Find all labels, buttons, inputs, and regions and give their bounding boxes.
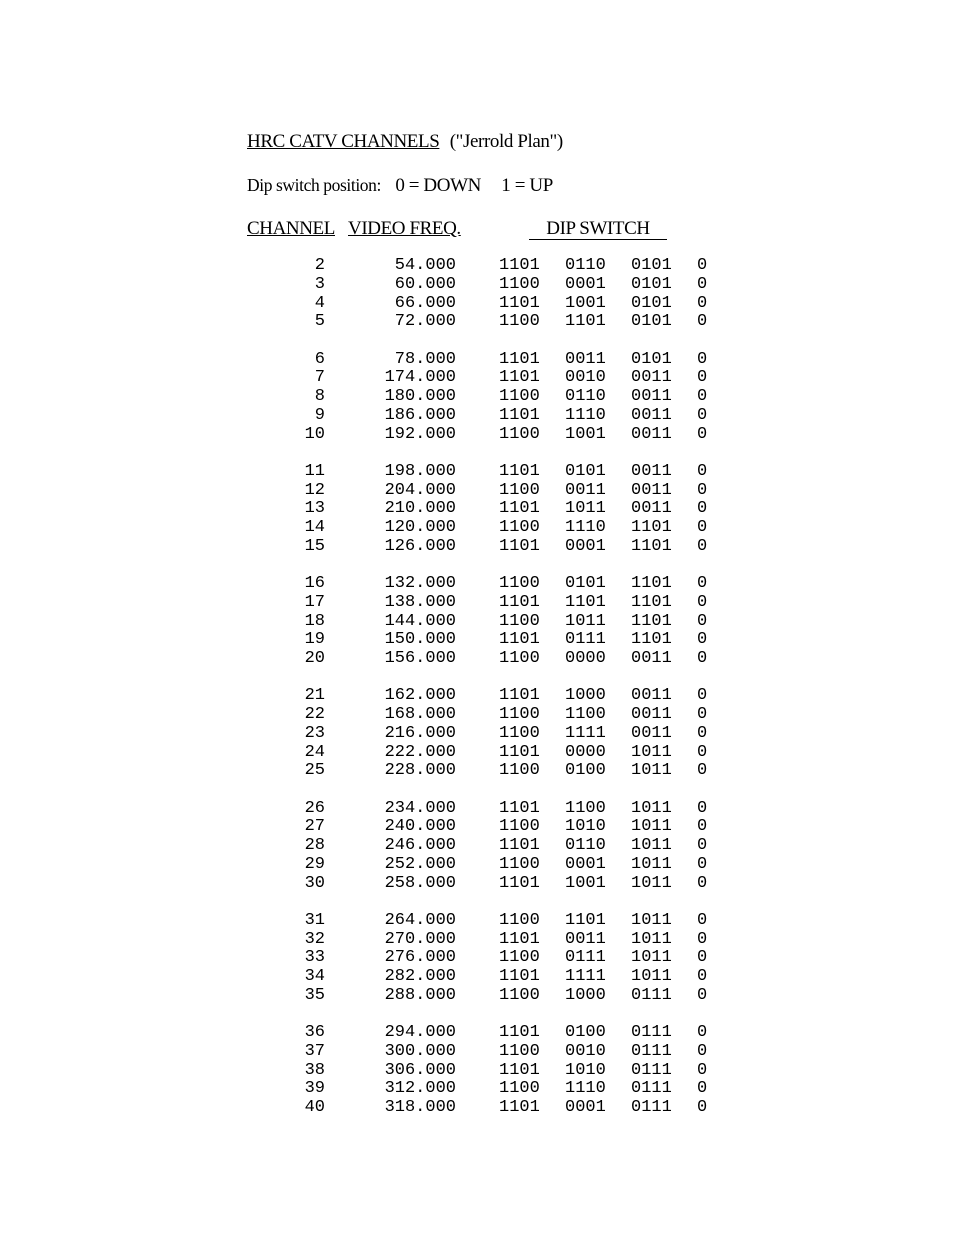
dip-switch-bank-1: 1100 (499, 274, 540, 294)
document-title (247, 131, 563, 153)
channel-group (0, 800, 954, 894)
dip-switch-bank-3: 1011 (631, 798, 672, 818)
video-frequency: 252.000 (384, 854, 456, 874)
dip-switch-bank-2: 0011 (565, 929, 606, 949)
table-row (0, 631, 954, 650)
dip-switch-bank-3: 1011 (631, 817, 672, 837)
dip-switch-bank-2: 1111 (565, 967, 606, 986)
dip-switch-bank-2: 1010 (565, 817, 606, 837)
dip-switch-bank-4: 0 (697, 592, 708, 612)
dip-switch-bank-3: 1101 (631, 574, 672, 593)
channel-number: 24 (304, 742, 325, 762)
dip-switch-bank-1: 1101 (499, 967, 540, 986)
dip-switch-bank-3: 0011 (631, 499, 672, 519)
channel-number: 17 (304, 592, 325, 612)
dip-switch-bank-2: 0001 (565, 536, 606, 556)
video-frequency: 306.000 (384, 1060, 456, 1080)
dip-switch-bank-1: 1101 (499, 461, 540, 481)
channel-group (0, 687, 954, 781)
dip-switch-bank-3: 1101 (631, 611, 672, 631)
dip-switch-bank-2: 1111 (565, 723, 606, 743)
dip-legend-down: 0 = DOWN (395, 175, 481, 196)
channel-number: 5 (314, 312, 325, 332)
dip-switch-bank-3: 1011 (631, 967, 672, 986)
dip-switch-bank-1: 1100 (499, 705, 540, 724)
table-row (0, 987, 954, 1006)
dip-switch-bank-1: 1101 (499, 1023, 540, 1042)
channel-number: 38 (304, 1060, 325, 1080)
dip-switch-bank-2: 1010 (565, 1060, 606, 1080)
dip-switch-bank-2: 1110 (565, 1079, 606, 1099)
dip-switch-bank-1: 1100 (499, 854, 540, 874)
dip-switch-bank-4: 0 (697, 461, 708, 481)
channel-group (0, 1024, 954, 1118)
dip-switch-bank-1: 1101 (499, 742, 540, 762)
dip-switch-bank-2: 0100 (565, 761, 606, 781)
table-row (0, 931, 954, 950)
dip-switch-bank-4: 0 (697, 985, 708, 1005)
table-row (0, 388, 954, 407)
channel-number: 39 (304, 1079, 325, 1099)
table-row (0, 276, 954, 295)
dip-switch-bank-3: 0011 (631, 368, 672, 388)
table-row (0, 1062, 954, 1081)
channel-number: 40 (304, 1098, 325, 1117)
channel-number: 26 (304, 798, 325, 818)
table-row (0, 482, 954, 501)
dip-switch-bank-3: 0111 (631, 1041, 672, 1061)
dip-switch-bank-4: 0 (697, 967, 708, 986)
dip-switch-bank-3: 1011 (631, 742, 672, 762)
video-frequency: 156.000 (384, 649, 456, 668)
channel-group (0, 351, 954, 445)
dip-switch-bank-3: 0101 (631, 274, 672, 294)
dip-switch-bank-4: 0 (697, 312, 708, 332)
dip-switch-bank-2: 1000 (565, 686, 606, 706)
dip-switch-bank-4: 0 (697, 761, 708, 781)
table-row (0, 706, 954, 725)
dip-switch-bank-1: 1101 (499, 836, 540, 855)
channel-number: 36 (304, 1023, 325, 1042)
dip-switch-bank-3: 0101 (631, 349, 672, 369)
table-row (0, 762, 954, 781)
dip-switch-bank-1: 1101 (499, 798, 540, 818)
channel-number: 25 (304, 761, 325, 781)
dip-switch-bank-1: 1100 (499, 312, 540, 332)
table-row (0, 800, 954, 819)
table-row (0, 837, 954, 856)
channel-number: 4 (314, 293, 325, 313)
video-frequency: 138.000 (384, 592, 456, 612)
dip-switch-bank-3: 1011 (631, 873, 672, 893)
dip-switch-bank-2: 0010 (565, 1041, 606, 1061)
table-row (0, 1043, 954, 1062)
channel-number: 3 (314, 274, 325, 294)
dip-switch-bank-3: 1101 (631, 630, 672, 650)
dip-switch-bank-3: 0101 (631, 256, 672, 275)
video-frequency: 162.000 (384, 686, 456, 706)
dip-switch-bank-4: 0 (697, 611, 708, 631)
dip-switch-bank-2: 0110 (565, 256, 606, 275)
dip-switch-bank-1: 1101 (499, 293, 540, 313)
dip-switch-bank-4: 0 (697, 630, 708, 650)
column-header-channel: CHANNEL (247, 218, 335, 239)
table-row (0, 912, 954, 931)
dip-switch-bank-4: 0 (697, 929, 708, 949)
table-row (0, 1080, 954, 1099)
dip-switch-bank-4: 0 (697, 742, 708, 762)
dip-switch-bank-2: 1110 (565, 405, 606, 425)
channel-number: 31 (304, 910, 325, 930)
dip-switch-bank-3: 0111 (631, 985, 672, 1005)
table-row (0, 463, 954, 482)
dip-switch-bank-4: 0 (697, 424, 708, 444)
dip-switch-bank-3: 0011 (631, 387, 672, 406)
table-row (0, 725, 954, 744)
title-heading: HRC CATV CHANNELS (247, 131, 440, 152)
dip-switch-bank-3: 0011 (631, 705, 672, 724)
video-frequency: 192.000 (384, 424, 456, 444)
dip-switch-bank-3: 0111 (631, 1098, 672, 1117)
dip-switch-bank-2: 1011 (565, 611, 606, 631)
dip-switch-bank-3: 1101 (631, 518, 672, 537)
dip-switch-bank-4: 0 (697, 723, 708, 743)
dip-switch-bank-4: 0 (697, 1079, 708, 1099)
table-row (0, 519, 954, 538)
channel-number: 33 (304, 948, 325, 968)
dip-switch-bank-4: 0 (697, 518, 708, 537)
dip-switch-bank-3: 0111 (631, 1079, 672, 1099)
dip-switch-bank-3: 0111 (631, 1023, 672, 1042)
dip-switch-bank-4: 0 (697, 1041, 708, 1061)
dip-switch-bank-4: 0 (697, 817, 708, 837)
dip-switch-bank-1: 1101 (499, 536, 540, 556)
dip-switch-bank-3: 0111 (631, 1060, 672, 1080)
dip-switch-bank-3: 1011 (631, 929, 672, 949)
dip-switch-bank-2: 0111 (565, 630, 606, 650)
dip-switch-bank-1: 1100 (499, 518, 540, 537)
dip-switch-bank-1: 1100 (499, 649, 540, 668)
dip-switch-bank-2: 0000 (565, 742, 606, 762)
dip-switch-bank-1: 1101 (499, 929, 540, 949)
channel-group (0, 257, 954, 332)
dip-switch-bank-3: 0011 (631, 686, 672, 706)
table-row (0, 744, 954, 763)
video-frequency: 120.000 (384, 518, 456, 537)
dip-switch-bank-2: 1100 (565, 798, 606, 818)
video-frequency: 204.000 (384, 480, 456, 500)
dip-switch-bank-2: 1011 (565, 499, 606, 519)
dip-switch-bank-1: 1101 (499, 1060, 540, 1080)
dip-switch-bank-4: 0 (697, 649, 708, 668)
channel-number: 15 (304, 536, 325, 556)
video-frequency: 168.000 (384, 705, 456, 724)
dip-switch-bank-1: 1100 (499, 1041, 540, 1061)
video-frequency: 180.000 (384, 387, 456, 406)
channel-number: 13 (304, 499, 325, 519)
dip-switch-bank-1: 1101 (499, 405, 540, 425)
dip-switch-bank-4: 0 (697, 873, 708, 893)
dip-switch-bank-4: 0 (697, 798, 708, 818)
table-row (0, 650, 954, 669)
channel-group (0, 912, 954, 1006)
dip-switch-bank-4: 0 (697, 910, 708, 930)
table-row (0, 295, 954, 314)
dip-switch-bank-4: 0 (697, 349, 708, 369)
video-frequency: 72.000 (394, 312, 456, 332)
video-frequency: 288.000 (384, 985, 456, 1005)
dip-switch-bank-1: 1100 (499, 611, 540, 631)
dip-switch-bank-1: 1100 (499, 1079, 540, 1099)
channel-number: 12 (304, 480, 325, 500)
dip-switch-bank-4: 0 (697, 368, 708, 388)
dip-switch-bank-2: 1101 (565, 592, 606, 612)
video-frequency: 270.000 (384, 929, 456, 949)
dip-switch-bank-1: 1100 (499, 723, 540, 743)
channel-number: 20 (304, 649, 325, 668)
channel-number: 27 (304, 817, 325, 837)
channel-number: 18 (304, 611, 325, 631)
dip-switch-bank-2: 0101 (565, 574, 606, 593)
title-subtitle: ("Jerrold Plan") (449, 131, 563, 152)
video-frequency: 216.000 (384, 723, 456, 743)
table-row (0, 1024, 954, 1043)
dip-switch-bank-2: 0011 (565, 349, 606, 369)
dip-switch-bank-1: 1101 (499, 873, 540, 893)
dip-switch-bank-1: 1101 (499, 630, 540, 650)
dip-switch-bank-2: 0111 (565, 948, 606, 968)
dip-switch-bank-2: 0110 (565, 836, 606, 855)
dip-switch-bank-3: 1101 (631, 592, 672, 612)
dip-switch-bank-1: 1100 (499, 817, 540, 837)
dip-switch-bank-3: 0101 (631, 312, 672, 332)
dip-switch-bank-1: 1101 (499, 1098, 540, 1117)
dip-switch-bank-1: 1101 (499, 256, 540, 275)
channel-number: 19 (304, 630, 325, 650)
video-frequency: 222.000 (384, 742, 456, 762)
dip-switch-bank-3: 0011 (631, 480, 672, 500)
dip-switch-bank-2: 1101 (565, 910, 606, 930)
table-row (0, 949, 954, 968)
channel-number: 23 (304, 723, 325, 743)
column-header-video-freq: VIDEO FREQ. (348, 218, 461, 239)
dip-switch-bank-3: 1011 (631, 836, 672, 855)
dip-switch-bank-4: 0 (697, 499, 708, 519)
video-frequency: 186.000 (384, 405, 456, 425)
channel-number: 6 (314, 349, 325, 369)
table-row (0, 538, 954, 557)
video-frequency: 198.000 (384, 461, 456, 481)
dip-switch-bank-4: 0 (697, 1060, 708, 1080)
channel-number: 8 (314, 387, 325, 406)
video-frequency: 258.000 (384, 873, 456, 893)
channel-number: 10 (304, 424, 325, 444)
channel-number: 14 (304, 518, 325, 537)
video-frequency: 264.000 (384, 910, 456, 930)
dip-switch-bank-1: 1100 (499, 424, 540, 444)
dip-switch-bank-3: 1011 (631, 854, 672, 874)
channel-number: 21 (304, 686, 325, 706)
dip-switch-bank-3: 1011 (631, 761, 672, 781)
dip-switch-bank-3: 0011 (631, 723, 672, 743)
table-row (0, 257, 954, 276)
channel-number: 9 (314, 405, 325, 425)
channel-number: 30 (304, 873, 325, 893)
dip-switch-bank-3: 1101 (631, 536, 672, 556)
channel-number: 11 (304, 461, 325, 481)
dip-switch-bank-4: 0 (697, 574, 708, 593)
video-frequency: 228.000 (384, 761, 456, 781)
video-frequency: 282.000 (384, 967, 456, 986)
dip-switch-bank-3: 0011 (631, 649, 672, 668)
channel-group (0, 463, 954, 557)
dip-switch-bank-4: 0 (697, 948, 708, 968)
dip-switch-bank-4: 0 (697, 1023, 708, 1042)
table-row (0, 818, 954, 837)
table-row (0, 575, 954, 594)
dip-legend-up: 1 = UP (501, 175, 553, 196)
table-row (0, 369, 954, 388)
table-row (0, 1099, 954, 1118)
table-row (0, 613, 954, 632)
dip-switch-bank-2: 1001 (565, 424, 606, 444)
dip-switch-bank-1: 1101 (499, 349, 540, 369)
dip-switch-bank-1: 1100 (499, 480, 540, 500)
channel-number: 16 (304, 574, 325, 593)
table-row (0, 968, 954, 987)
dip-switch-bank-3: 1011 (631, 948, 672, 968)
dip-switch-bank-4: 0 (697, 256, 708, 275)
dip-switch-bank-2: 0000 (565, 649, 606, 668)
dip-switch-bank-4: 0 (697, 536, 708, 556)
video-frequency: 246.000 (384, 836, 456, 855)
dip-switch-bank-2: 1100 (565, 705, 606, 724)
column-header-dip-switch: DIP SWITCH (529, 218, 667, 240)
video-frequency: 174.000 (384, 368, 456, 388)
dip-switch-bank-2: 1001 (565, 873, 606, 893)
dip-switch-bank-1: 1101 (499, 368, 540, 388)
dip-switch-bank-2: 0101 (565, 461, 606, 481)
dip-switch-bank-1: 1100 (499, 948, 540, 968)
channel-number: 2 (314, 256, 325, 275)
table-row (0, 875, 954, 894)
dip-switch-bank-4: 0 (697, 686, 708, 706)
video-frequency: 312.000 (384, 1079, 456, 1099)
dip-switch-bank-2: 0001 (565, 854, 606, 874)
channel-number: 35 (304, 985, 325, 1005)
video-frequency: 60.000 (394, 274, 456, 294)
channel-number: 37 (304, 1041, 325, 1061)
video-frequency: 300.000 (384, 1041, 456, 1061)
dip-switch-bank-3: 0011 (631, 405, 672, 425)
dip-switch-bank-4: 0 (697, 387, 708, 406)
dip-switch-bank-1: 1100 (499, 387, 540, 406)
dip-switch-bank-3: 0011 (631, 424, 672, 444)
table-row (0, 407, 954, 426)
dip-switch-bank-4: 0 (697, 1098, 708, 1117)
channel-number: 29 (304, 854, 325, 874)
dip-switch-bank-1: 1101 (499, 686, 540, 706)
channel-number: 34 (304, 967, 325, 986)
dip-legend-label: Dip switch position: (247, 175, 381, 195)
dip-switch-bank-2: 1000 (565, 985, 606, 1005)
dip-switch-bank-4: 0 (697, 293, 708, 313)
channel-number: 28 (304, 836, 325, 855)
table-row (0, 426, 954, 445)
video-frequency: 150.000 (384, 630, 456, 650)
dip-switch-bank-3: 0101 (631, 293, 672, 313)
dip-switch-bank-1: 1100 (499, 761, 540, 781)
channel-number: 32 (304, 929, 325, 949)
dip-switch-bank-1: 1101 (499, 592, 540, 612)
dip-switch-bank-2: 0100 (565, 1023, 606, 1042)
video-frequency: 54.000 (394, 256, 456, 275)
dip-switch-bank-4: 0 (697, 274, 708, 294)
dip-switch-bank-3: 0011 (631, 461, 672, 481)
table-row (0, 500, 954, 519)
video-frequency: 234.000 (384, 798, 456, 818)
table-row (0, 856, 954, 875)
channel-table (0, 257, 954, 1136)
dip-switch-bank-2: 0001 (565, 1098, 606, 1117)
table-row (0, 687, 954, 706)
dip-switch-bank-3: 1011 (631, 910, 672, 930)
video-frequency: 240.000 (384, 817, 456, 837)
dip-switch-bank-2: 0011 (565, 480, 606, 500)
dip-switch-bank-1: 1100 (499, 985, 540, 1005)
dip-switch-legend (247, 175, 553, 197)
channel-group (0, 575, 954, 669)
video-frequency: 78.000 (394, 349, 456, 369)
dip-switch-bank-4: 0 (697, 836, 708, 855)
channel-number: 22 (304, 705, 325, 724)
dip-switch-bank-1: 1100 (499, 910, 540, 930)
table-row (0, 313, 954, 332)
dip-switch-bank-4: 0 (697, 705, 708, 724)
dip-switch-bank-4: 0 (697, 480, 708, 500)
dip-switch-bank-2: 0010 (565, 368, 606, 388)
dip-switch-bank-2: 0001 (565, 274, 606, 294)
channel-number: 7 (314, 368, 325, 388)
video-frequency: 294.000 (384, 1023, 456, 1042)
table-row (0, 351, 954, 370)
dip-switch-bank-2: 1001 (565, 293, 606, 313)
dip-switch-bank-2: 0110 (565, 387, 606, 406)
video-frequency: 318.000 (384, 1098, 456, 1117)
video-frequency: 276.000 (384, 948, 456, 968)
table-row (0, 594, 954, 613)
video-frequency: 132.000 (384, 574, 456, 593)
video-frequency: 66.000 (394, 293, 456, 313)
dip-switch-bank-1: 1101 (499, 499, 540, 519)
dip-switch-bank-1: 1100 (499, 574, 540, 593)
dip-switch-bank-4: 0 (697, 405, 708, 425)
dip-switch-bank-2: 1101 (565, 312, 606, 332)
video-frequency: 126.000 (384, 536, 456, 556)
video-frequency: 144.000 (384, 611, 456, 631)
dip-switch-bank-4: 0 (697, 854, 708, 874)
video-frequency: 210.000 (384, 499, 456, 519)
dip-switch-bank-2: 1110 (565, 518, 606, 537)
